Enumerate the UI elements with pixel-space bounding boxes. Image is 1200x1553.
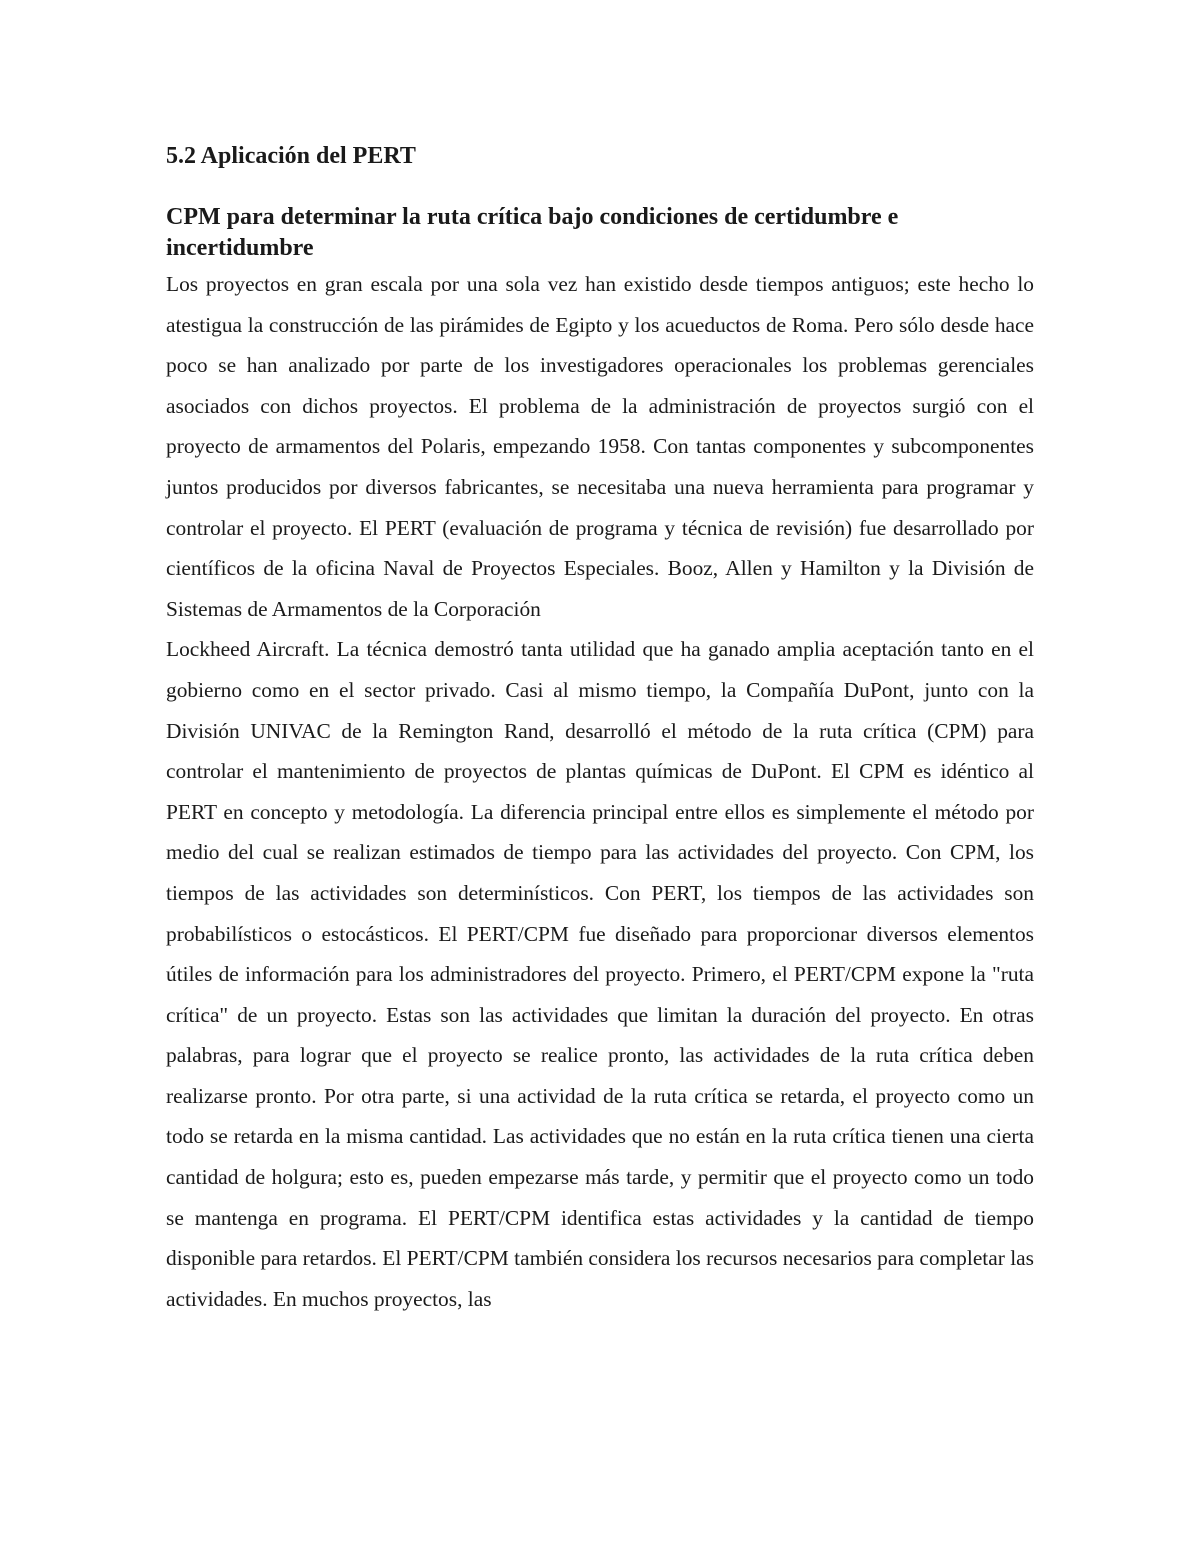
document-page <box>166 140 1034 1319</box>
sub-heading: CPM para determinar la ruta crítica bajo condiciones de certidumbre e incertidumbre <box>166 204 899 261</box>
paragraph-2: Lockheed Aircraft. La técnica demostró tanta utilidad que ha ganado amplia aceptación tanto en el gobierno como en el sector privado. Casi al mismo tiempo, la Compañía DuPont, junto con la División UNIVAC de la Remington Rand, desarrolló el método de la ruta crítica (CPM) para controlar el mantenimiento de proyectos de plantas químicas de DuPont. El CPM es idéntico al PERT en concepto y metodología. La diferencia principal entre ellos es simplemente el método por medio del cual se realizan estimados de tiempo para las actividades del proyecto. Con CPM, los tiempos de las actividades son determinísticos. Con PERT, los tiempos de las actividades son probabilísticos o estocásticos. El PERT/CPM fue diseñado para proporcionar diversos elementos útiles de información para los administradores del proyecto. Primero, el PERT/CPM expone la "ruta crítica" de un proyecto. Estas son las actividades que limitan la duración del proyecto. En otras palabras, para lograr que el proyecto se realice pronto, las actividades de la ruta crítica deben realizarse pronto. Por otra parte, si una actividad de la ruta crítica se retarda, el proyecto como un todo se retarda en la misma cantidad. Las actividades que no están en la ruta crítica tienen una cierta cantidad de holgura; esto es, pueden empezarse más tarde, y permitir que el proyecto como un todo se mantenga en programa. El PERT/CPM identifica estas actividades y la cantidad de tiempo disponible para retardos. El PERT/CPM también considera los recursos necesarios para completar las actividades. En muchos proyectos, las <box>166 637 1034 1311</box>
paragraph-1: Los proyectos en gran escala por una sola vez han existido desde tiempos antiguos; este hecho lo atestigua la construcción de las pirámides de Egipto y los acueductos de Roma. Pero sólo desde hace poco se han analizado por parte de los investigadores operacionales los problemas gerenciales asociados con dichos proyectos. El problema de la administración de proyectos surgió con el proyecto de armamentos del Polaris, empezando 1958. Con tantas componentes y subcomponentes juntos producidos por diversos fabricantes, se necesitaba una nueva herramienta para programar y controlar el proyecto. El PERT (evaluación de programa y técnica de revisión) fue desarrollado por científicos de la oficina Naval de Proyectos Especiales. Booz, Allen y Hamilton y la División de Sistemas de Armamentos de la Corporación <box>166 272 1034 621</box>
body-text <box>166 264 1034 1319</box>
section-heading: 5.2 Aplicación del PERT <box>166 143 416 169</box>
